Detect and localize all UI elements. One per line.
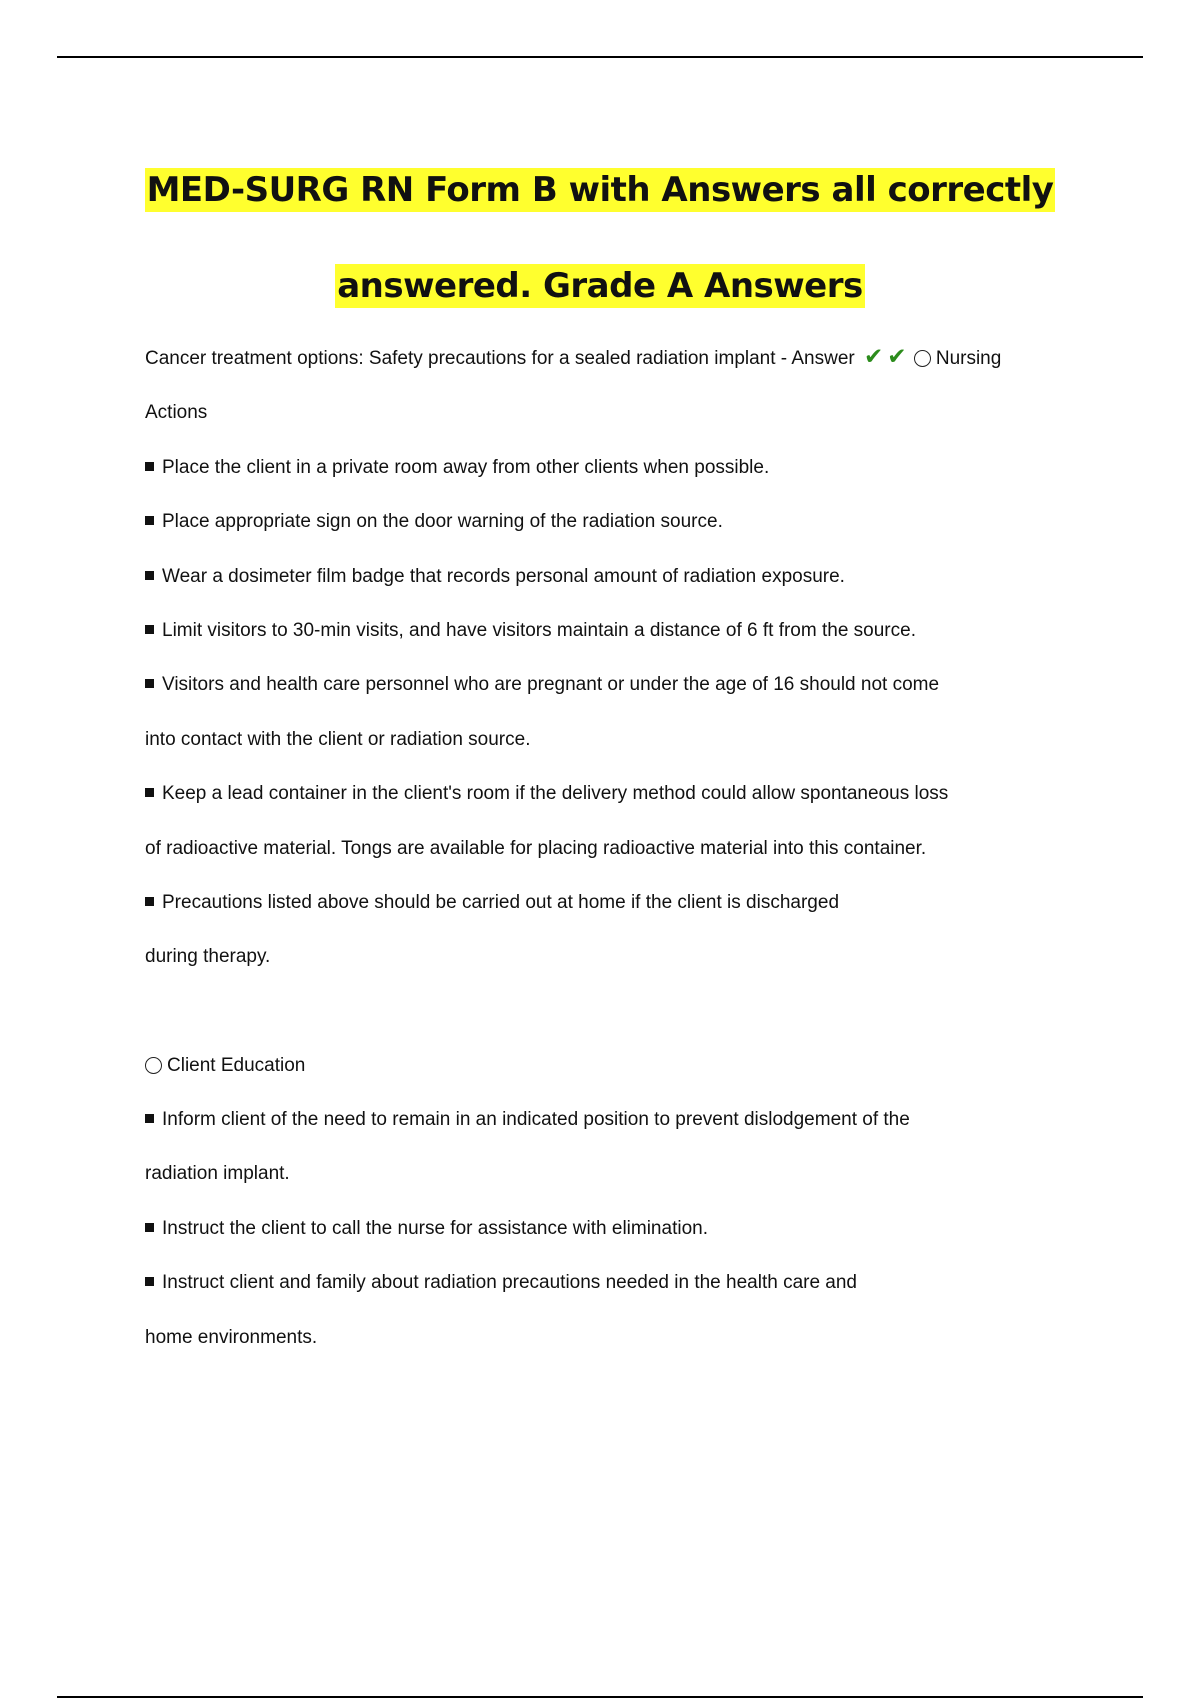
title-line-2: answered. Grade A Answers xyxy=(337,266,863,306)
square-bullet-icon xyxy=(145,625,154,634)
list-item: Wear a dosimeter film badge that records personal amount of radiation exposure. xyxy=(145,550,1105,604)
section-heading-client-education: Client Education xyxy=(145,1039,1105,1093)
list-item: Place the client in a private room away from other clients when possible. xyxy=(145,441,1105,495)
question-line xyxy=(145,332,1105,386)
circle-bullet-icon xyxy=(145,1057,162,1074)
list-item: Place appropriate sign on the door warning of the radiation source. xyxy=(145,495,1105,549)
list-item: Visitors and health care personnel who are pregnant or under the age of 16 should not come xyxy=(145,658,1105,712)
square-bullet-icon xyxy=(145,1277,154,1286)
list-item: Precautions listed above should be carried out at home if the client is discharged xyxy=(145,876,1105,930)
list-item: Instruct client and family about radiation precautions needed in the health care and xyxy=(145,1256,1105,1310)
list-item: Inform client of the need to remain in an indicated position to prevent dislodgement of the xyxy=(145,1093,1105,1147)
bottom-rule xyxy=(57,1696,1143,1698)
spacer xyxy=(145,985,1105,1039)
document-body xyxy=(145,332,1105,1365)
checkmark-icon: ✔ xyxy=(887,343,907,369)
square-bullet-icon xyxy=(145,571,154,580)
square-bullet-icon xyxy=(145,1223,154,1232)
square-bullet-icon xyxy=(145,462,154,471)
list-item: Limit visitors to 30-min visits, and have visitors maintain a distance of 6 ft from the source. xyxy=(145,604,1105,658)
document-title xyxy=(0,142,1200,334)
question-prompt: Cancer treatment options: Safety precautions for a sealed radiation implant - Answer xyxy=(145,348,855,369)
square-bullet-icon xyxy=(145,516,154,525)
circle-bullet-icon xyxy=(914,350,931,367)
list-item-continuation: of radioactive material. Tongs are available for placing radioactive material into this container. xyxy=(145,837,927,859)
list-item-continuation: home environments. xyxy=(145,1326,318,1348)
list-item: Keep a lead container in the client's room if the delivery method could allow spontaneous loss xyxy=(145,767,1105,821)
square-bullet-icon xyxy=(145,788,154,797)
square-bullet-icon xyxy=(145,1114,154,1123)
list-item-continuation: radiation implant. xyxy=(145,1163,290,1185)
section-label-nursing: Nursing xyxy=(935,348,1002,369)
square-bullet-icon xyxy=(145,679,154,688)
title-line-1: MED-SURG RN Form B with Answers all correctly xyxy=(146,170,1054,210)
square-bullet-icon xyxy=(145,897,154,906)
section-label-actions: Actions xyxy=(145,402,208,424)
top-rule xyxy=(57,56,1143,58)
list-item: Instruct the client to call the nurse for assistance with elimination. xyxy=(145,1202,1105,1256)
list-item-continuation: into contact with the client or radiation source. xyxy=(145,728,531,750)
checkmark-icon: ✔ xyxy=(864,343,884,369)
list-item-continuation: during therapy. xyxy=(145,946,271,968)
